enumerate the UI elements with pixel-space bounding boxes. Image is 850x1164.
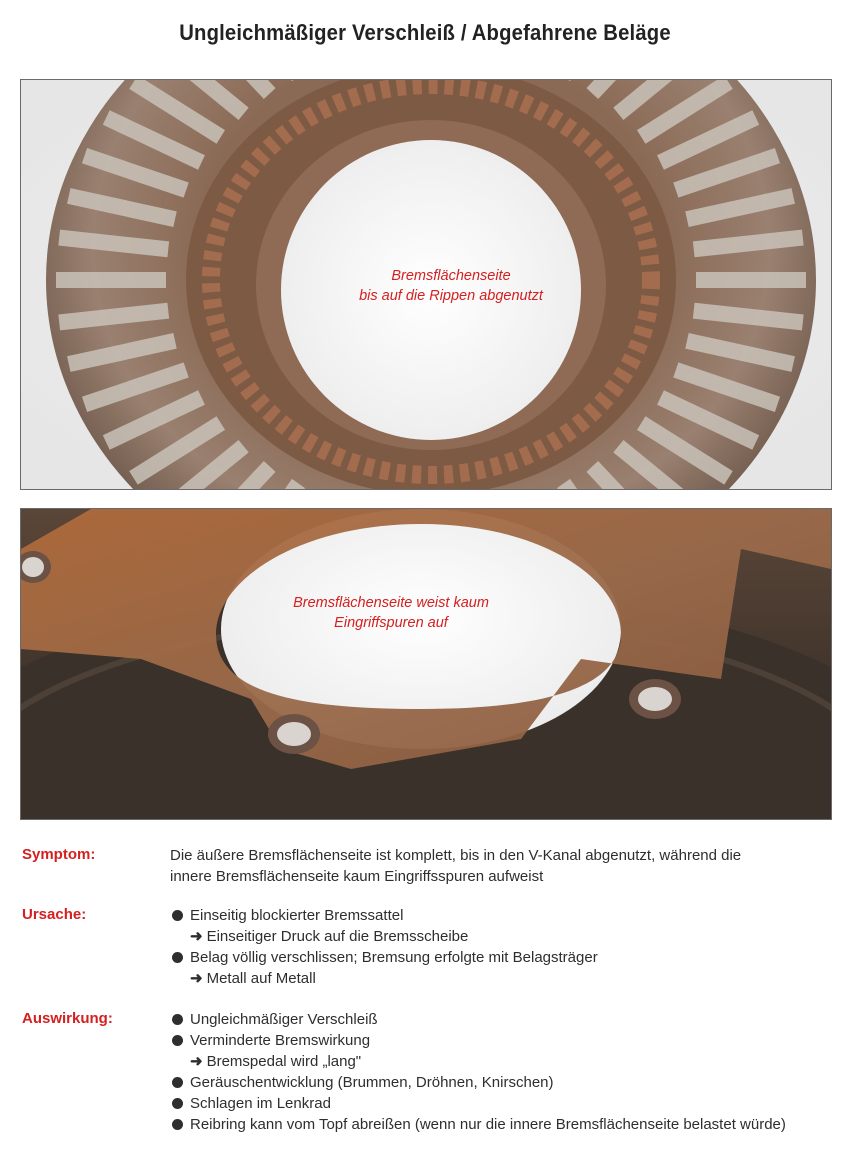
auswirkung-item-2: Verminderte Bremswirkung — [170, 1030, 830, 1051]
symptom-line1: Die äußere Bremsflächenseite ist komplett, bis in den V-Kanal abgenutzt, während die — [170, 847, 742, 864]
photo2-caption-line2: Eingriffspuren auf — [334, 615, 448, 631]
ursache-label: Ursache: — [22, 906, 87, 923]
brake-disc-photo-top — [20, 79, 832, 490]
arrow-right-icon: ➜ — [190, 970, 203, 987]
brake-disc-photo-bottom — [20, 508, 832, 820]
symptom-line2: innere Bremsflächenseite kaum Eingriffsspuren aufweist — [170, 868, 544, 885]
ursache-subitem-1-text: Einseitiger Druck auf die Bremsscheibe — [206, 928, 469, 945]
ursache-subitem-2-text: Metall auf Metall — [206, 970, 316, 987]
ursache-subitem-1 — [170, 926, 830, 947]
auswirkung-subitem-1 — [170, 1051, 830, 1072]
symptom-label: Symptom: — [22, 846, 96, 863]
arrow-right-icon: ➜ — [190, 1053, 203, 1070]
symptom-text — [170, 845, 830, 887]
page-title: Ungleichmäßiger Verschleiß / Abgefahrene Beläge — [179, 20, 671, 45]
auswirkung-subitem-1-text: Bremspedal wird „lang" — [206, 1053, 362, 1070]
ursache-item-2: Belag völlig verschlissen; Bremsung erfolgte mit Belagsträger — [170, 947, 830, 968]
auswirkung-item-3: Geräuschentwicklung (Brummen, Dröhnen, Knirschen) — [170, 1072, 830, 1093]
arrow-right-icon: ➜ — [190, 928, 203, 945]
photo1-caption-line1: Bremsflächenseite — [391, 268, 511, 284]
photo2-caption-line1: Bremsflächenseite weist kaum — [293, 595, 489, 611]
brake-disc-hub-image — [21, 509, 831, 819]
auswirkung-label: Auswirkung: — [22, 1010, 113, 1027]
photo1-caption-line2: bis auf die Rippen abgenutzt — [359, 288, 543, 304]
auswirkung-item-4: Schlagen im Lenkrad — [170, 1093, 830, 1114]
auswirkung-list — [170, 1009, 830, 1135]
auswirkung-item-5: Reibring kann vom Topf abreißen (wenn nur die innere Bremsflächenseite belastet würde) — [170, 1114, 830, 1135]
auswirkung-item-1: Ungleichmäßiger Verschleiß — [170, 1009, 830, 1030]
ursache-subitem-2 — [170, 968, 830, 989]
ursache-item-1: Einseitig blockierter Bremssattel — [170, 905, 830, 926]
photo2-caption — [241, 593, 541, 633]
ursache-list — [170, 905, 830, 989]
photo1-caption — [301, 266, 601, 306]
